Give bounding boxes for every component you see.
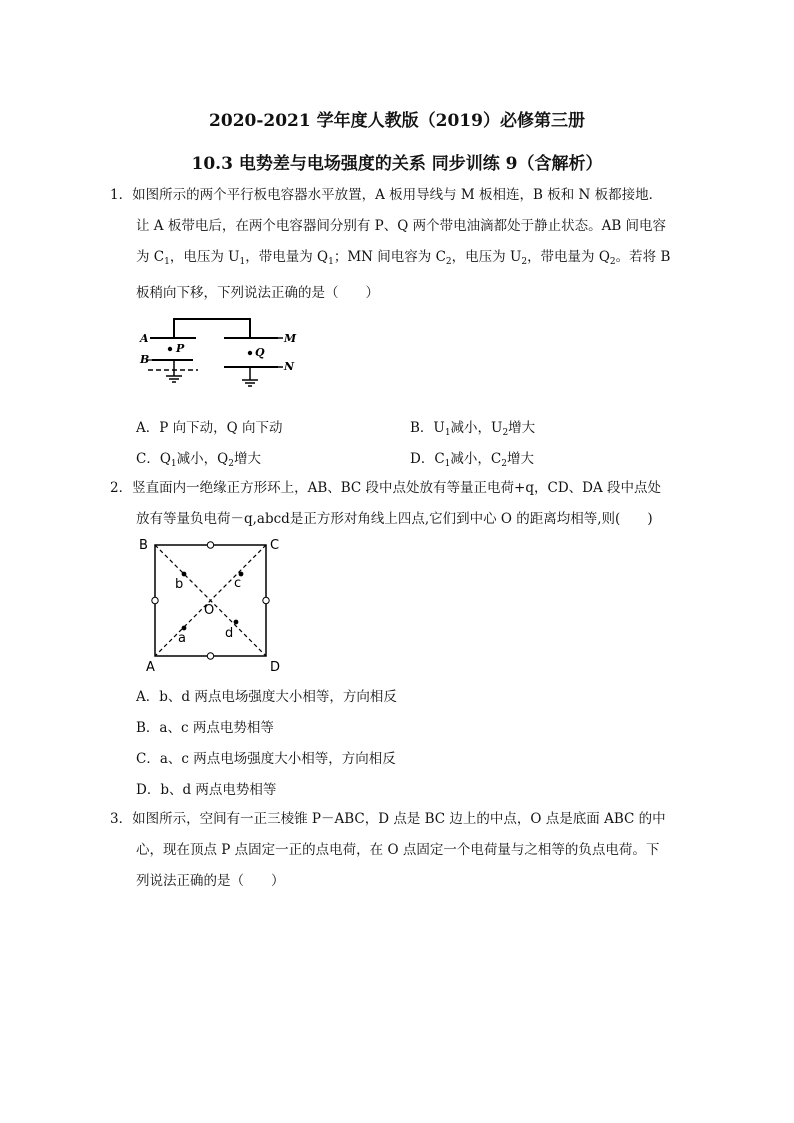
q1-option-a[interactable]: A．P 向下动，Q 向下动 (136, 420, 283, 436)
label-plate-m: M (284, 332, 297, 345)
label-corner-a: A (146, 660, 155, 675)
label-droplet-q: Q (255, 346, 265, 359)
q2-option-c[interactable]: C．a、c 两点电场强度大小相等，方向相反 (136, 751, 396, 767)
label-droplet-p: P (176, 342, 185, 355)
q1-option-d[interactable]: D．$C_1$减小，$C_2$增大 (410, 451, 534, 469)
charge-bc-midpoint (207, 542, 213, 548)
point-b (182, 572, 187, 577)
q2-number: 2． (110, 480, 133, 496)
label-corner-d: D (270, 660, 281, 675)
droplet-p-dot (168, 347, 172, 351)
label-point-a: a (178, 631, 186, 646)
q1-line-3: 为 $C_1$，电压为 $U_1$，带电量为 $Q_1$；MN 间电容为 $C_2$，电压为 $U_2$，带电量为 $Q_2$。若将 B (136, 249, 671, 267)
q1-option-b[interactable]: B．$U_1$减小，$U_2$增大 (410, 420, 536, 438)
document-subtitle: 10.3 电势差与电场强度的关系 同步训练 9（含解析） (191, 154, 603, 174)
label-point-b: b (175, 577, 184, 592)
question-3 (110, 804, 690, 897)
question-2 (110, 473, 690, 535)
charge-ab-midpoint (152, 597, 158, 603)
q1-line-4: 板稍向下移，下列说法正确的是（ ） (136, 285, 379, 301)
question-1 (110, 180, 690, 309)
droplet-q-dot (248, 351, 252, 355)
q1-line-1 (110, 180, 690, 211)
label-plate-b: B (140, 353, 150, 366)
label-corner-b: B (139, 538, 148, 553)
q3-text-1: 如图所示，空间有一正三棱锥 P－ABC，D 点是 BC 边上的中点，O 点是底面 ABC 的中 (132, 811, 666, 827)
label-plate-n: N (284, 360, 295, 373)
point-a (182, 626, 187, 631)
q3-number: 3． (110, 811, 133, 827)
q2-text-1: 竖直面内一绝缘正方形环上，AB、BC 段中点处放有等量正电荷+q，CD、DA 段中点处 (132, 480, 662, 496)
q2-option-d[interactable]: D．b、d 两点电势相等 (136, 782, 277, 798)
q1-capacitor-figure (138, 312, 308, 392)
q2-line-1 (110, 473, 690, 504)
label-point-d: d (225, 626, 234, 641)
q1-number: 1． (110, 187, 133, 203)
charge-cd-midpoint (263, 597, 269, 603)
q1-option-c[interactable]: C．$Q_1$减小，$Q_2$增大 (136, 451, 261, 469)
q2-option-a[interactable]: A．b、d 两点电场强度大小相等，方向相反 (136, 689, 397, 705)
q2-square-figure (138, 536, 288, 676)
q1-line-2: 让 A 板带电后，在两个电容器间分别有 P、Q 两个带电油滴都处于静止状态。AB 间电容 (136, 218, 667, 234)
q2-line-2: 放有等量负电荷－q,abcd是正方形对角线上四点,它们到中心 O 的距离均相等,则( ) (136, 511, 653, 527)
label-center-o: O (204, 603, 215, 618)
q1-text-1: 如图所示的两个平行板电容器水平放置，A 板用导线与 M 板相连，B 板和 N 板都接地． (132, 187, 663, 203)
q2-option-b[interactable]: B．a、c 两点电势相等 (136, 720, 274, 736)
q3-line-1 (110, 804, 690, 835)
label-corner-c: C (270, 538, 280, 553)
charge-da-midpoint (207, 653, 213, 659)
label-point-c: c (234, 576, 242, 591)
point-d (234, 620, 239, 625)
q3-line-2: 心，现在顶点 P 点固定一正的点电荷，在 O 点固定一个电荷量与之相等的负点电荷。下 (136, 842, 660, 858)
label-plate-a: A (140, 332, 149, 345)
document-title: 2020-2021 学年度人教版（2019）必修第三册 (209, 111, 585, 131)
q3-line-3: 列说法正确的是（ ） (136, 873, 285, 889)
